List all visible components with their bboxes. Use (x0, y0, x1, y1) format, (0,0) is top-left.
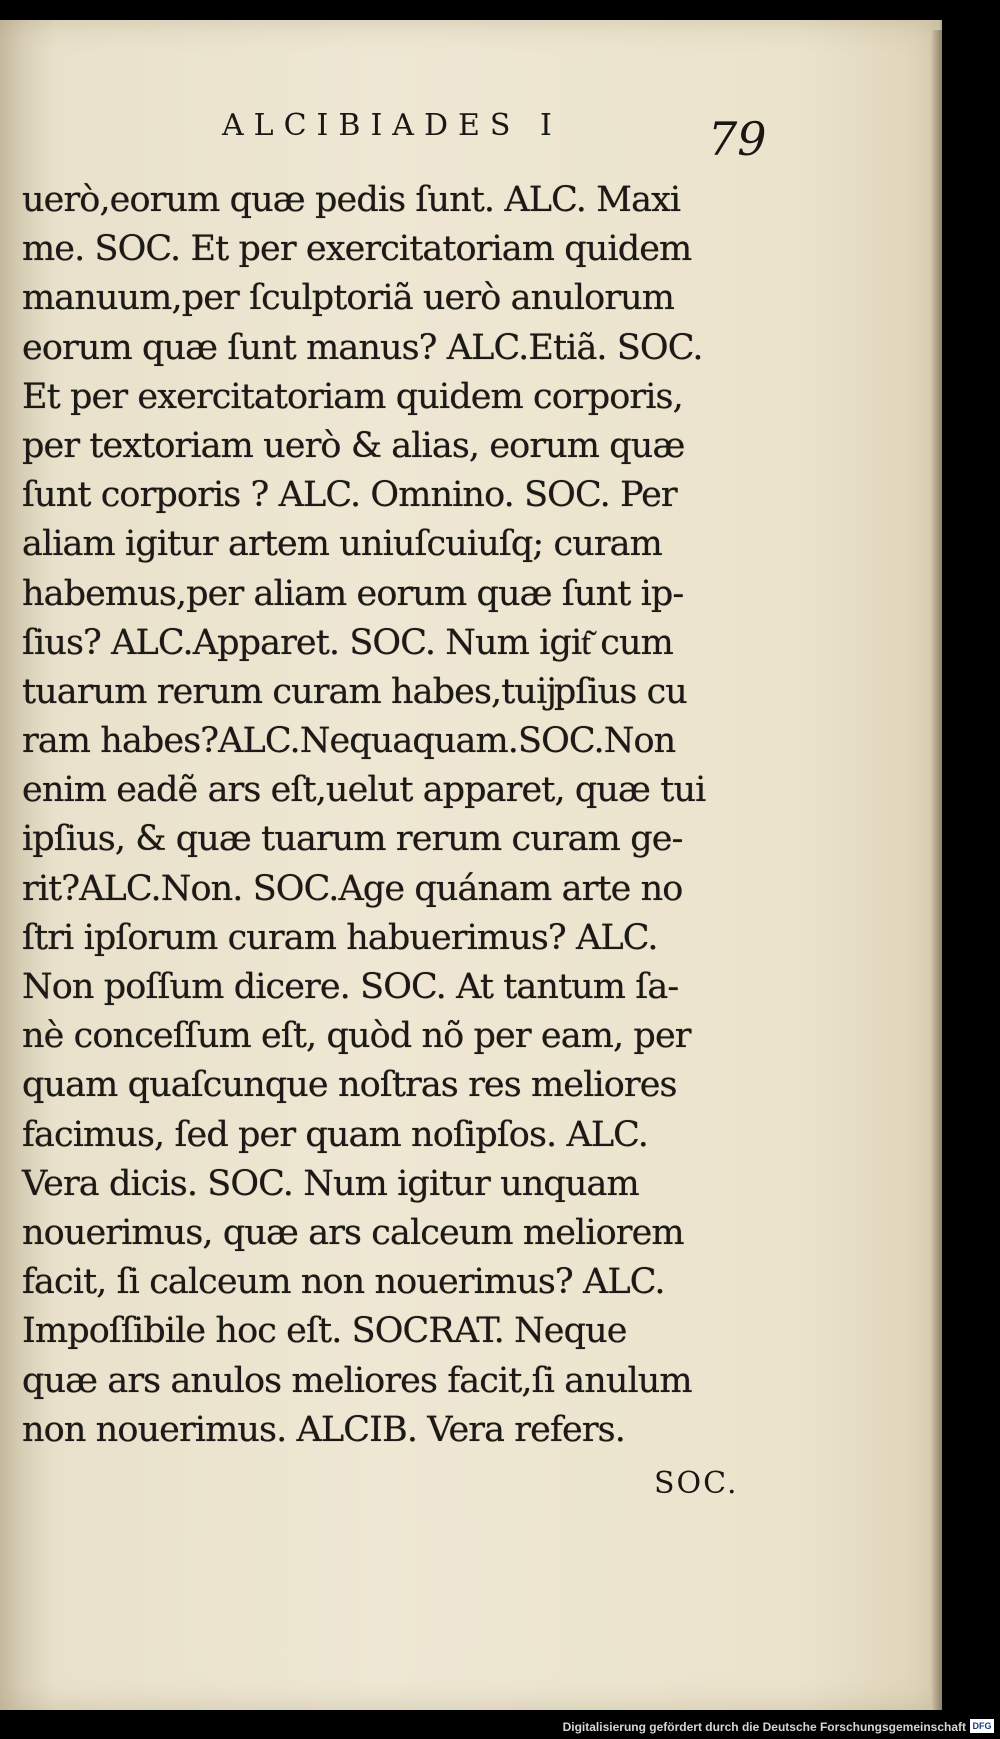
text-line: Non poſſum dicere. SOC. At tantum ſa- (22, 967, 679, 1007)
text-line: me. SOC. Et per exercitatoriam quidem (22, 229, 692, 270)
text-line: Impoſſibile hoc eſt. SOCRAT. Neque (22, 1311, 627, 1352)
text-line: ram habes?ALC.Nequaquam.SOC.Non (22, 721, 676, 762)
paper-page (0, 20, 942, 1710)
text-line: quæ ars anulos meliores facit,ſi anulum (22, 1360, 692, 1401)
text-line: ſunt corporis ? ALC. Omnino. SOC. Per (22, 475, 677, 516)
text-line: facit, ſi calceum non nouerimus? ALC. (22, 1262, 665, 1303)
text-line: uerò,eorum quæ pedis ſunt. ALC. Maxi (22, 180, 681, 220)
text-line: tuarum rerum curam habes,tuĳpſius cu (22, 671, 687, 712)
text-line: quam quaſcunque noſtras res meliores (22, 1065, 677, 1106)
text-line: facimus, ſed per quam noſipſos. ALC. (22, 1114, 649, 1155)
text-line: Vera dicis. SOC. Num igitur unquam (22, 1163, 639, 1204)
text-line: habemus,per aliam eorum quæ ſunt ip- (22, 573, 684, 614)
text-line: Et per exercitatoriam quidem corporis, (22, 376, 683, 417)
text-line: eorum quæ ſunt manus? ALC.Etiã. SOC. (22, 327, 703, 368)
page-number: 79 (708, 112, 767, 166)
page-edge (930, 30, 942, 1710)
text-line: ſius? ALC.Apparet. SOC. Num igit͂ cum (22, 622, 673, 663)
text-line: rit?ALC.Non. SOC.Age quánam arte no (22, 868, 683, 909)
text-line: ſtri ipſorum curam habuerimus? ALC. (22, 917, 658, 958)
text-line: nouerimus, quæ ars calceum meliorem (22, 1212, 684, 1253)
text-line: non nouerimus. ALCIB. Vera refers. (22, 1409, 625, 1450)
body-text (22, 176, 782, 1455)
running-head: ALCIBIADES I (222, 108, 562, 143)
catchword: SOC. (654, 1466, 739, 1501)
text-line: enim eadẽ ars eſt,uelut apparet, quæ tui (22, 770, 706, 811)
text-line: aliam igitur artem uniuſcuiuſq; curam (22, 524, 662, 565)
text-line: per textoriam uerò & alias, eorum quæ (22, 425, 685, 466)
text-line: ipſius, & quæ tuarum rerum curam ge- (22, 819, 683, 860)
digitization-credit: Digitalisierung gefördert durch die Deutsche Forschungsgemeinschaft (562, 1720, 966, 1734)
dfg-logo: DFG (970, 1719, 994, 1733)
text-line: nè conceſſum eſt, quòd nõ per eam, per (22, 1016, 691, 1057)
text-line: manuum,per ſculptoriã uerò anulorum (22, 278, 675, 319)
